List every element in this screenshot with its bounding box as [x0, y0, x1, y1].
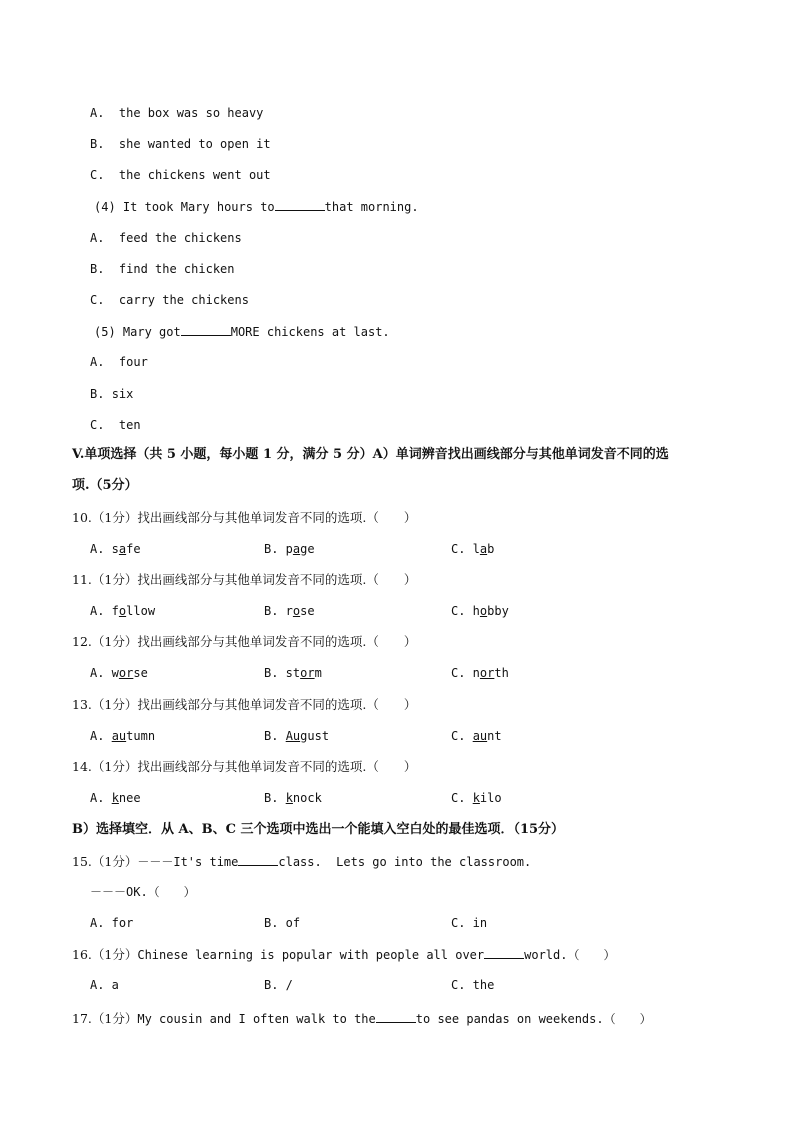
question-4: (4) It took Mary hours to that morning.	[94, 200, 419, 214]
option-a: A. for	[90, 916, 134, 930]
section-heading: V.单项选择（共 5 小题，每小题 1 分，满分 5 分）A）单词辨音找出画线部分与其他单词发音不同的选	[72, 447, 669, 462]
options-row	[90, 542, 710, 558]
options-row	[90, 666, 710, 682]
options-row	[90, 791, 710, 807]
option-line: A. the box was so heavy	[90, 106, 264, 120]
option-c: C. lab	[451, 542, 495, 556]
answer-blank	[275, 198, 325, 211]
answer-blank	[484, 946, 524, 959]
options-row	[90, 729, 710, 745]
section-heading-cont: 项.（5分）	[72, 478, 138, 493]
options-row	[90, 916, 710, 932]
option-line: C. ten	[90, 418, 141, 432]
option-a: A. knee	[90, 791, 141, 805]
option-b: B. knock	[264, 791, 322, 805]
option-a: A. a	[90, 978, 119, 992]
option-line: A. feed the chickens	[90, 231, 242, 245]
option-c: C. the	[451, 978, 495, 992]
answer-blank	[181, 323, 231, 336]
question-16: 16.（1分）Chinese learning is popular with people all over world.（ ）	[72, 947, 616, 962]
question-17: 17.（1分）My cousin and I often walk to the to see pandas on weekends.（ ）	[72, 1011, 652, 1026]
question-12: 12.（1分）找出画线部分与其他单词发音不同的选项.（ ）	[72, 634, 417, 649]
question-15: 15.（1分）－－－It's time class. Lets go into the classroom.	[72, 854, 532, 869]
question-14: 14.（1分）找出画线部分与其他单词发音不同的选项.（ ）	[72, 759, 417, 774]
answer-blank	[376, 1010, 416, 1023]
option-b: B. page	[264, 542, 315, 556]
option-b: B. of	[264, 916, 301, 930]
option-a: A. follow	[90, 604, 156, 618]
section-b-heading: B）选择填空．从 A、B、C 三个选项中选出一个能填入空白处的最佳选项．（15分）	[72, 822, 565, 837]
option-c: C. aunt	[451, 729, 502, 743]
option-line: B. find the chicken	[90, 262, 235, 276]
option-line: B. she wanted to open it	[90, 137, 271, 151]
answer-blank	[238, 853, 278, 866]
options-row	[90, 604, 710, 620]
option-c: C. kilo	[451, 791, 502, 805]
option-a: A. safe	[90, 542, 141, 556]
option-line: B. six	[90, 387, 134, 401]
option-line: C. the chickens went out	[90, 168, 271, 182]
option-b: B. storm	[264, 666, 322, 680]
question-13: 13.（1分）找出画线部分与其他单词发音不同的选项.（ ）	[72, 697, 417, 712]
option-line: C. carry the chickens	[90, 293, 249, 307]
option-c: C. in	[451, 916, 488, 930]
option-b: B. August	[264, 729, 330, 743]
question-11: 11.（1分）找出画线部分与其他单词发音不同的选项.（ ）	[72, 572, 417, 587]
option-a: A. autumn	[90, 729, 156, 743]
option-c: C. north	[451, 666, 509, 680]
option-a: A. worse	[90, 666, 148, 680]
options-row	[90, 978, 710, 994]
question-10: 10.（1分）找出画线部分与其他单词发音不同的选项.（ ）	[72, 510, 417, 525]
option-c: C. hobby	[451, 604, 509, 618]
option-b: B. rose	[264, 604, 315, 618]
question-5: (5) Mary got MORE chickens at last.	[94, 325, 390, 339]
option-line: A. four	[90, 355, 148, 369]
question-15-reply: －－－OK.（ ）	[90, 885, 196, 899]
option-b: B. /	[264, 978, 293, 992]
